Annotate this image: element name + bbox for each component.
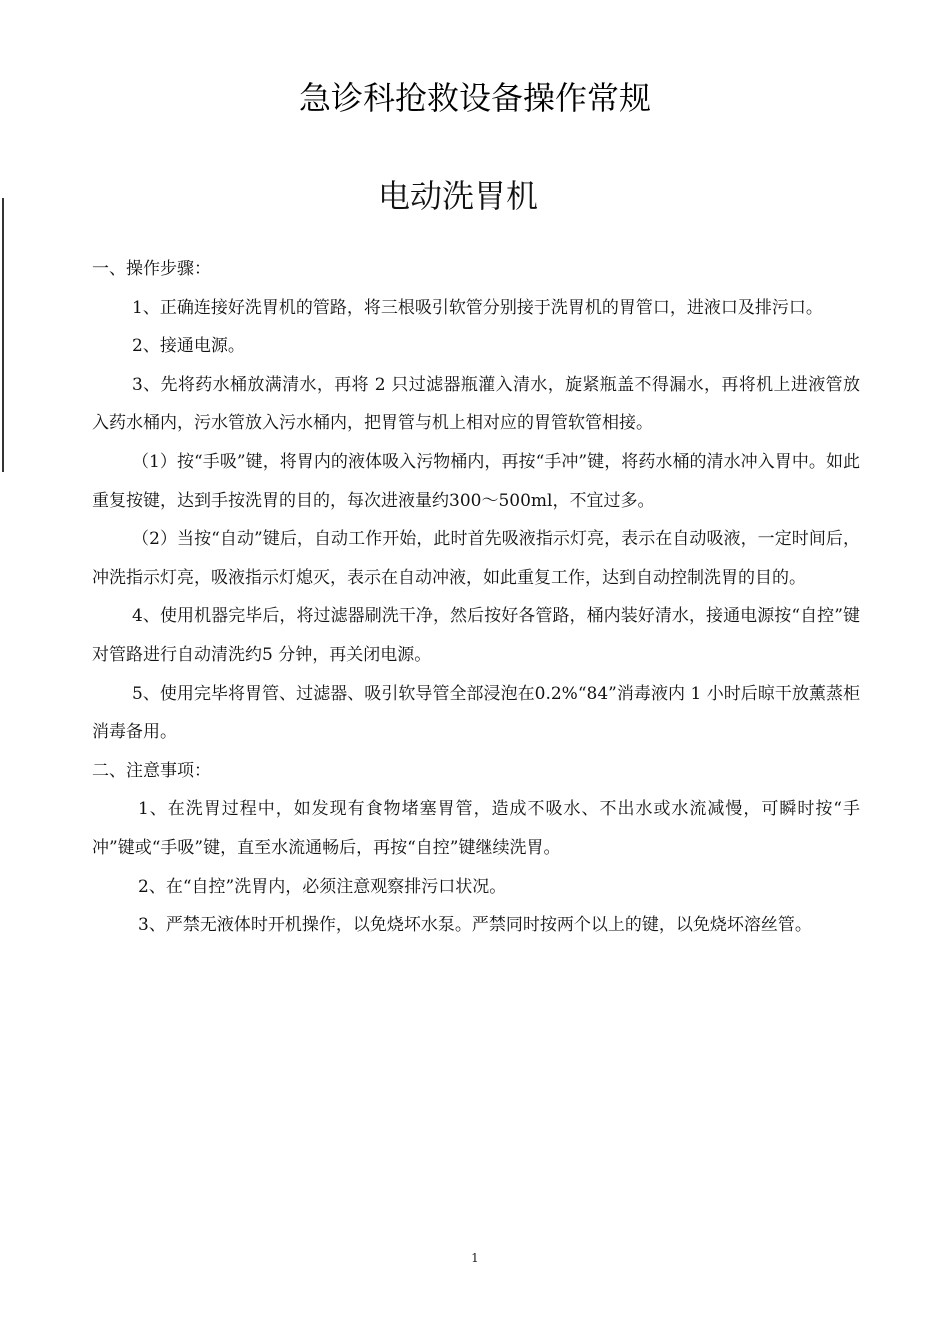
- step-paragraph: 2、接通电源。: [132, 336, 245, 357]
- step-paragraph: 3、先将药水桶放满清水，再将 2 只过滤器瓶灌入清水，旋紧瓶盖不得漏水，再将机上进液管放入药水桶内，污水管放入污水桶内，把胃管与机上相对应的胃管软管相接。: [92, 374, 860, 434]
- section-heading-precautions: 二、注意事项：: [92, 760, 211, 781]
- page-number: 1: [471, 1251, 479, 1265]
- margin-bar: [2, 198, 4, 472]
- step-paragraph: 4、使用机器完毕后，将过滤器刷洗干净，然后按好各管路，桶内装好清水，接通电源按“自控”键对管路进行自动清洗约5 分钟，再关闭电源。: [92, 606, 860, 665]
- precaution-paragraph: 1、在洗胃过程中，如发现有食物堵塞胃管，造成不吸水、不出水或水流减慢，可瞬时按“手冲”键或“手吸”键，直至水流通畅后，再按“自控”键继续洗胃。: [92, 799, 860, 858]
- step-paragraph: （2）当按“自动”键后，自动工作开始，此时首先吸液指示灯亮，表示在自动吸液，一定时间后，冲洗指示灯亮，吸液指示灯熄灭，表示在自动冲液，如此重复工作，达到自动控制洗胃的目的。: [92, 529, 860, 588]
- step-paragraph: 5、使用完毕将胃管、过滤器、吸引软导管全部浸泡在0.2%“84”消毒液内 1 小时后晾干放薰蒸柜消毒备用。: [92, 683, 860, 743]
- document-title: 急诊科抢救设备操作常规: [298, 79, 651, 117]
- precaution-paragraph: 3、严禁无液体时开机操作，以免烧坏水泵。严禁同时按两个以上的键，以免烧坏溶丝管。: [138, 915, 812, 936]
- step-paragraph: （1）按“手吸”键，将胃内的液体吸入污物桶内，再按“手冲”键，将药水桶的清水冲入胃中。如此重复按键，达到手按洗胃的目的，每次进液量约300～500ml，不宜过多。: [92, 451, 860, 511]
- step-paragraph: 1、正确连接好洗胃机的管路，将三根吸引软管分别接于洗胃机的胃管口，进液口及排污口。: [132, 297, 823, 318]
- document-subtitle: 电动洗胃机: [377, 177, 538, 215]
- section-heading-operation-steps: 一、操作步骤：: [92, 259, 211, 279]
- document-body: [92, 250, 860, 945]
- precaution-paragraph: 2、在“自控”洗胃内，必须注意观察排污口状况。: [138, 876, 507, 897]
